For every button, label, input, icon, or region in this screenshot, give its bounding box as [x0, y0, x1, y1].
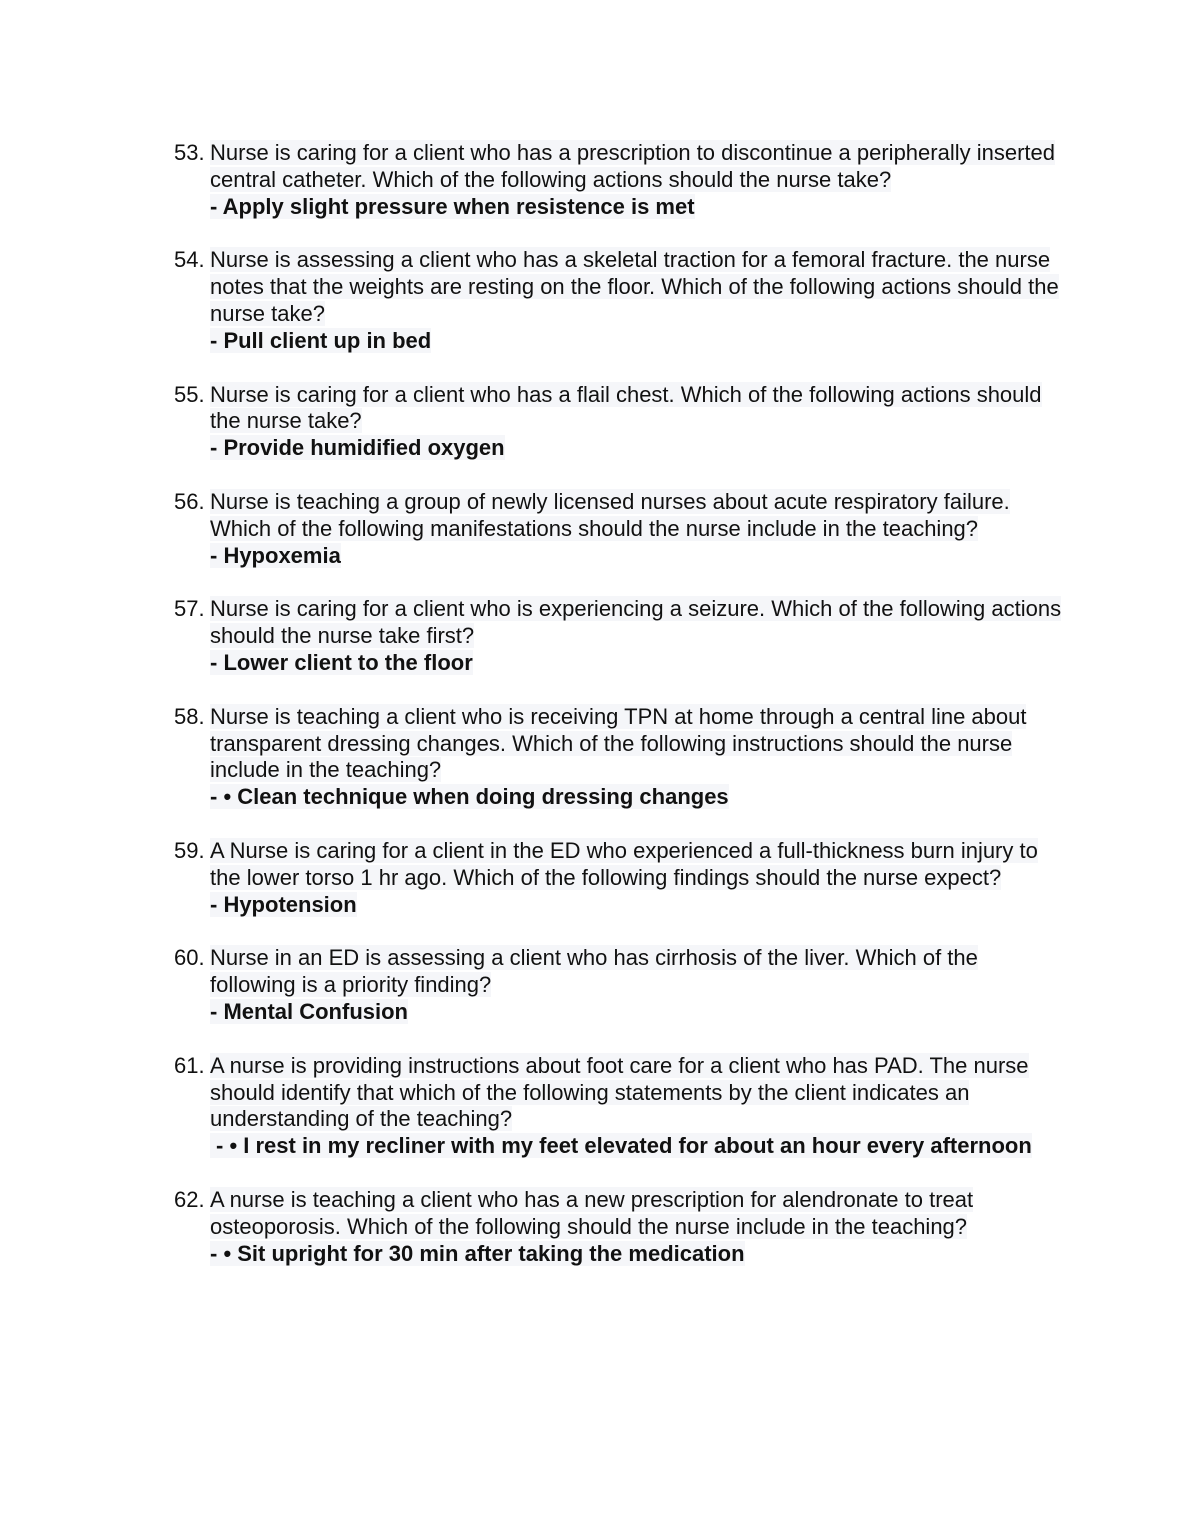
question-item	[174, 489, 1064, 569]
question-number: 62.	[174, 1186, 205, 1212]
question-item	[174, 704, 1064, 811]
question-text: Nurse is caring for a client who is experiencing a seizure. Which of the following actions should the nurse take first?	[210, 596, 1062, 649]
question-text: Nurse is caring for a client who has a prescription to discontinue a peripherally inserted central catheter. Which of the following actions should the nurse take?	[210, 140, 1055, 192]
answer-text: - • I rest in my recliner with my feet elevated for about an hour every afternoon	[210, 1133, 1032, 1158]
answer-text: - Hypoxemia	[210, 542, 341, 568]
answer-text: - Pull client up in bed	[210, 327, 432, 353]
question-text: Nurse is teaching a group of newly licensed nurses about acute respiratory failure. Which of the following manifestations should the nurse include in the teaching?	[210, 488, 1010, 541]
question-text: A nurse is teaching a client who has a new prescription for alendronate to treat osteoporosis. Which of the following should the nurse include in the teaching?	[210, 1186, 974, 1239]
question-text: Nurse is teaching a client who is receiving TPN at home through a central line about transparent dressing changes. Which of the following instructions should the nurse include in the teaching?	[210, 703, 1027, 783]
question-item	[174, 945, 1064, 1025]
question-item	[174, 140, 1064, 220]
question-number: 59.	[174, 837, 205, 863]
question-text: Nurse is assessing a client who has a skeletal traction for a femoral fracture. the nurse notes that the weights are resting on the floor. Which of the following actions should the nurse take?	[210, 247, 1059, 326]
question-number: 57.	[174, 596, 205, 622]
question-text: Nurse is caring for a client who has a flail chest. Which of the following actions should the nurse take?	[210, 381, 1042, 434]
question-item	[174, 382, 1064, 462]
question-item	[174, 596, 1064, 676]
question-item	[174, 838, 1064, 918]
question-number: 54.	[174, 247, 205, 273]
answer-text: - Apply slight pressure when resistence is met	[210, 193, 695, 219]
question-item	[174, 1053, 1064, 1160]
answer-text: - Hypotension	[210, 891, 357, 917]
question-item	[174, 247, 1064, 354]
question-number: 58.	[174, 703, 205, 729]
question-number: 56.	[174, 488, 205, 514]
question-number: 55.	[174, 381, 205, 407]
answer-text: - • Sit upright for 30 min after taking the medication	[210, 1240, 745, 1266]
question-text: A nurse is providing instructions about foot care for a client who has PAD. The nurse should identify that which of the following statements by the client indicates an understanding of the teaching?	[210, 1052, 1029, 1132]
question-text: Nurse in an ED is assessing a client who has cirrhosis of the liver. Which of the following is a priority finding?	[210, 945, 978, 998]
answer-text: - Lower client to the floor	[210, 649, 473, 675]
question-number: 53.	[174, 140, 205, 165]
answer-text: - Provide humidified oxygen	[210, 435, 505, 461]
question-list	[174, 140, 1064, 1294]
question-number: 61.	[174, 1052, 205, 1078]
question-number: 60.	[174, 945, 205, 971]
question-text: A Nurse is caring for a client in the ED who experienced a full-thickness burn injury to the lower torso 1 hr ago. Which of the following findings should the nurse expect?	[210, 837, 1038, 890]
answer-text: - Mental Confusion	[210, 998, 408, 1024]
question-item	[174, 1187, 1064, 1267]
answer-text: - • Clean technique when doing dressing changes	[210, 784, 729, 810]
